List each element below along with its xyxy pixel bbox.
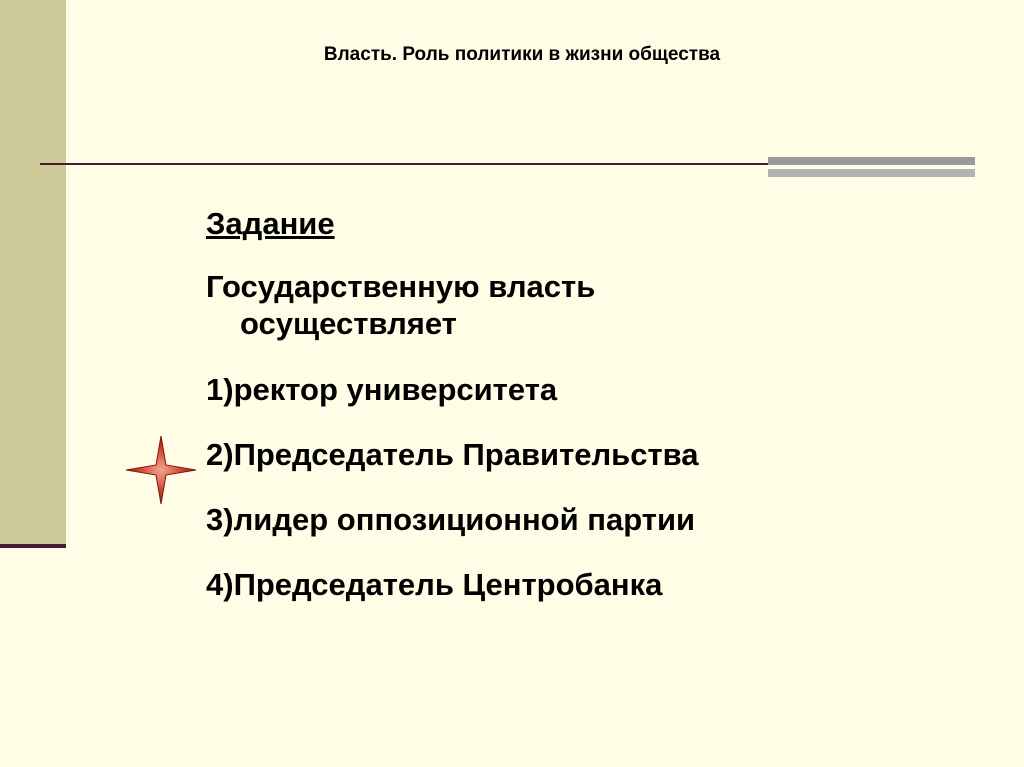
answer-option-text: Председатель Правительства: [233, 436, 699, 472]
task-question-line2: осуществляет: [240, 306, 457, 342]
task-question: [206, 268, 986, 342]
answer-option-4[interactable]: [206, 566, 986, 603]
header-divider-accent-top: [768, 157, 975, 165]
answer-option-1[interactable]: [206, 371, 986, 408]
slide-header-title: Власть. Роль политики в жизни общества: [323, 44, 721, 65]
answer-option-text: Председатель Центробанка: [233, 567, 663, 603]
answer-option-number: 2): [206, 436, 234, 472]
answer-option-number: 4): [206, 567, 234, 603]
answer-option-text: ректор университета: [233, 371, 558, 407]
task-content: [206, 205, 986, 631]
answer-option-2[interactable]: [206, 436, 986, 473]
task-question-line1: Государственную власть: [206, 269, 596, 305]
answer-option-number: 3): [206, 501, 234, 537]
answer-option-number: 1): [206, 371, 234, 407]
left-band-underline: [0, 544, 66, 548]
left-decorative-band: [0, 0, 66, 545]
answer-option-3[interactable]: [206, 501, 986, 538]
task-heading: Задание: [206, 206, 335, 241]
answer-option-text: лидер оппозиционной партии: [233, 501, 696, 537]
four-point-star-icon: [124, 434, 198, 506]
header-divider-accent-bottom: [768, 169, 975, 177]
